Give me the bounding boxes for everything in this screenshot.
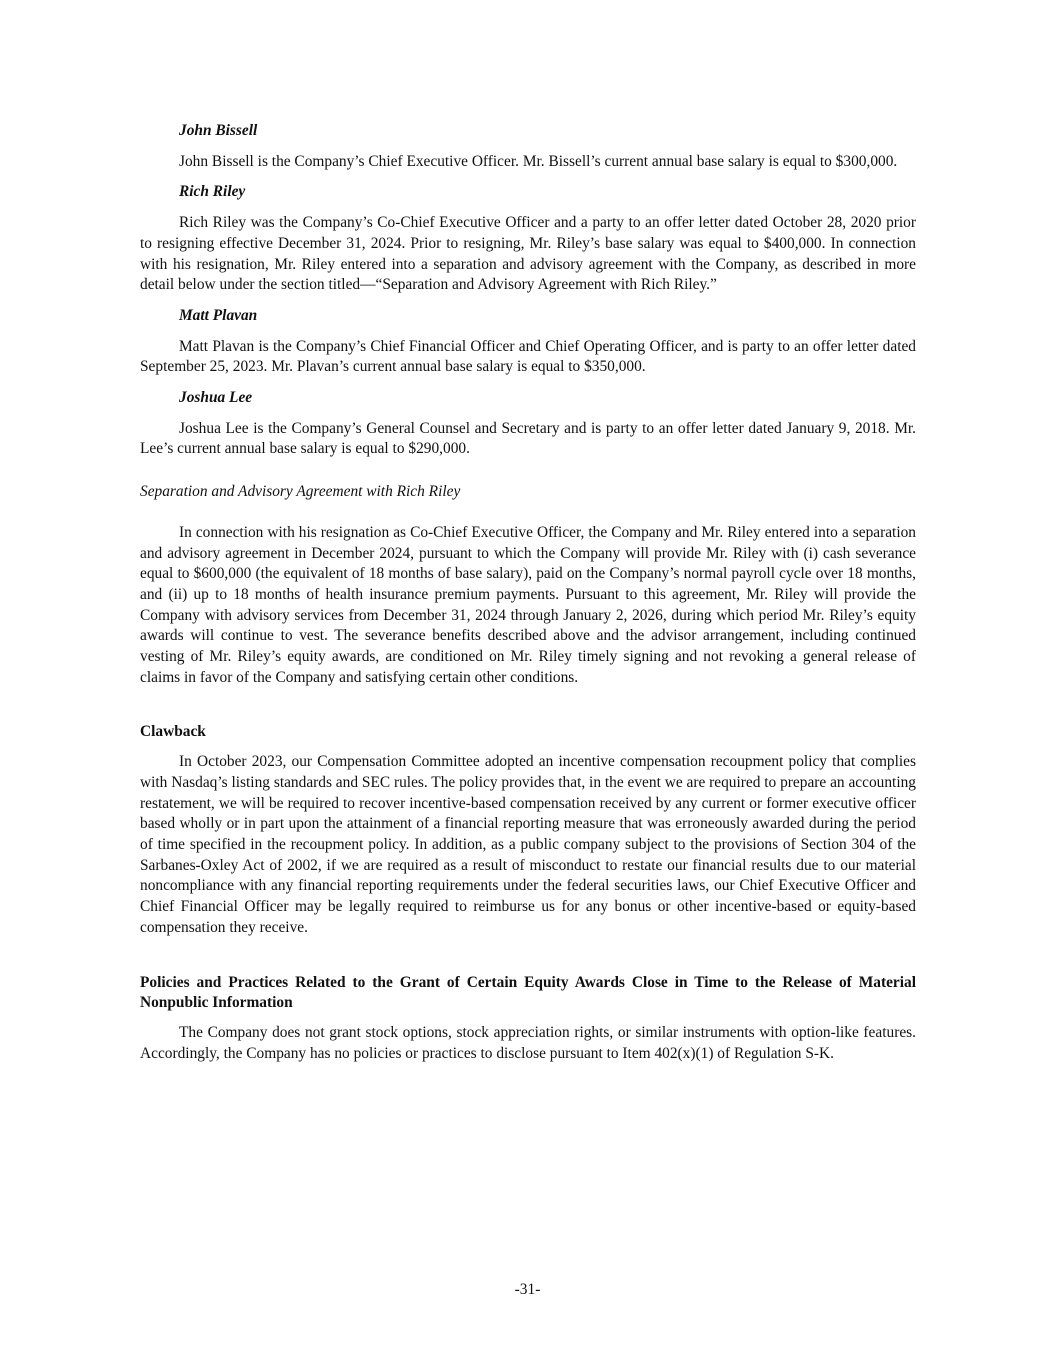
document-page: [140, 121, 916, 1074]
separation-heading: Separation and Advisory Agreement with Rich Riley: [140, 483, 461, 501]
executive-name: Matt Plavan: [179, 306, 258, 324]
clawback-heading: Clawback: [140, 723, 206, 741]
executive-paragraph: John Bissell is the Company’s Chief Executive Officer. Mr. Bissell’s current annual base salary is equal to $300,000.: [179, 152, 898, 170]
executive-name: Rich Riley: [179, 183, 246, 201]
executive-section-riley: [140, 182, 916, 296]
page-number: -31-: [514, 1281, 541, 1298]
spacer: [140, 949, 916, 973]
spacer: [140, 698, 916, 722]
policies-heading: Policies and Practices Related to the Grant of Certain Equity Awards Close in Time to the Release of Material Nonpublic Information: [140, 973, 916, 1012]
executive-section-lee: [140, 388, 916, 460]
executive-section-bissell: [140, 121, 916, 172]
executive-paragraph: Rich Riley was the Company’s Co-Chief Executive Officer and a party to an offer letter dated October 28, 2020 prior to resigning effective December 31, 2024. Prior to resigning, Mr. Riley’s base salary was equal to $400,000. In connection with his resignation, Mr. Riley entered into a separation and advisory agreement with the Company, as described in more detail below under the section titled—“Separation and Advisory Agreement with Rich Riley.”: [140, 214, 916, 294]
clawback-paragraph: In October 2023, our Compensation Committee adopted an incentive compensation recoupment policy that complies with Nasdaq’s listing standards and SEC rules. The policy provides that, in the event we are required to prepare an accounting restatement, we will be required to recover incentive-based compensation received by any current or former executive officer based wholly or in part upon the attainment of a financial reporting measure that was erroneously awarded during the period of time specified in the recoupment policy. In addition, as a public company subject to the provisions of Section 304 of the Sarbanes-Oxley Act of 2002, if we are required as a result of misconduct to restate our financial results due to our material noncompliance with any financial reporting requirements under the federal securities laws, our Chief Executive Officer and Chief Financial Officer may be legally required to reimburse us for any bonus or other incentive-based or equity-based compensation they receive.: [140, 753, 916, 936]
executive-name: John Bissell: [179, 122, 258, 139]
separation-paragraph: In connection with his resignation as Co-Chief Executive Officer, the Company and Mr. Riley entered into a separation and advisory agreement in December 2024, pursuant to which the Company will provide Mr. Riley with (i) cash severance equal to $600,000 (the equivalent of 18 months of base salary), paid on the Company’s normal payroll cycle over 18 months, and (ii) up to 18 months of health insurance premium payments. Pursuant to this agreement, Mr. Riley will provide the Company with advisory services from December 31, 2024 through January 2, 2026, during which period Mr. Riley’s equity awards will continue to vest. The severance benefits described above and the advisor arrangement, including continued vesting of Mr. Riley’s equity awards, are conditioned on Mr. Riley timely signing and not revoking a general release of claims in favor of the Company and satisfying certain other conditions.: [140, 523, 916, 686]
executive-paragraph: Matt Plavan is the Company’s Chief Financial Officer and Chief Operating Officer, and is party to an offer letter dated September 25, 2023. Mr. Plavan’s current annual base salary is equal to $350,000.: [140, 337, 916, 376]
policies-paragraph: The Company does not grant stock options, stock appreciation rights, or similar instruments with option-like features. Accordingly, the Company has no policies or practices to disclose pursuant to Item 402(x)(1) of Regulation S-K.: [140, 1023, 916, 1062]
executive-name: Joshua Lee: [179, 389, 253, 407]
executive-paragraph: Joshua Lee is the Company’s General Counsel and Secretary and is party to an offer letter dated January 9, 2018. Mr. Lee’s current annual base salary is equal to $290,000.: [140, 419, 916, 458]
executive-section-plavan: [140, 306, 916, 378]
